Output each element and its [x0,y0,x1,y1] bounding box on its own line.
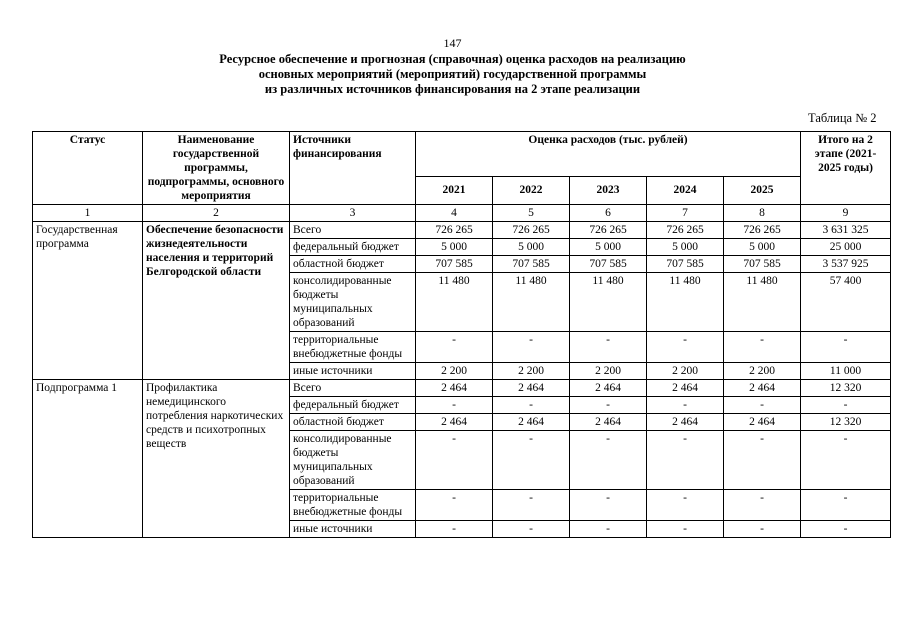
value-cell: 2 464 [493,414,570,431]
table-row [33,380,891,397]
total-cell: 3 631 325 [801,222,891,239]
value-cell: 5 000 [416,239,493,256]
value-cell: 726 265 [570,222,647,239]
value-cell: 2 464 [416,380,493,397]
value-cell: 726 265 [724,222,801,239]
total-cell: 57 400 [801,273,891,332]
column-number: 8 [724,205,801,222]
status-cell: Государственная программа [33,222,143,380]
value-cell: - [724,397,801,414]
value-cell: 11 480 [570,273,647,332]
value-cell: - [416,397,493,414]
value-cell: - [493,490,570,521]
value-cell: 2 464 [647,414,724,431]
column-number: 4 [416,205,493,222]
total-cell: - [801,431,891,490]
header-year: 2025 [724,176,801,204]
source-cell: иные источники [290,521,416,538]
total-cell: 12 320 [801,414,891,431]
header-year: 2023 [570,176,647,204]
program-name-cell: Обеспечение безопасности жизнедеятельности населения и территорий Белгородской области [143,222,290,380]
title-line-1: Ресурсное обеспечение и прогнозная (справочная) оценка расходов на реализацию [219,52,686,66]
value-cell: - [647,521,724,538]
total-cell: - [801,521,891,538]
value-cell: 707 585 [570,256,647,273]
header-estimate: Оценка расходов (тыс. рублей) [416,132,801,177]
value-cell: - [570,332,647,363]
value-cell: - [570,521,647,538]
value-cell: 707 585 [416,256,493,273]
total-cell: 3 537 925 [801,256,891,273]
total-cell: 12 320 [801,380,891,397]
title-line-3: из различных источников финансирования на 2 этапе реализации [264,82,641,96]
value-cell: 11 480 [416,273,493,332]
table-body [33,222,891,538]
source-cell: консолидированные бюджеты муниципальных образований [290,273,416,332]
value-cell: - [493,332,570,363]
header-year: 2024 [647,176,724,204]
value-cell: - [724,521,801,538]
column-numbers-row [33,205,891,222]
value-cell: - [416,431,493,490]
value-cell: - [724,490,801,521]
value-cell: - [647,490,724,521]
source-cell: Всего [290,380,416,397]
value-cell: 5 000 [647,239,724,256]
value-cell: 11 480 [493,273,570,332]
status-cell: Подпрограмма 1 [33,380,143,538]
value-cell: 5 000 [493,239,570,256]
value-cell: 11 480 [724,273,801,332]
value-cell: 2 464 [724,414,801,431]
value-cell: - [416,490,493,521]
value-cell: 2 464 [493,380,570,397]
value-cell: 2 200 [647,363,724,380]
value-cell: 11 480 [647,273,724,332]
table-header [33,132,891,222]
value-cell: - [647,332,724,363]
value-cell: 707 585 [647,256,724,273]
value-cell: - [493,521,570,538]
value-cell: 2 464 [724,380,801,397]
source-cell: федеральный бюджет [290,239,416,256]
value-cell: 2 200 [724,363,801,380]
source-cell: областной бюджет [290,256,416,273]
column-number: 3 [290,205,416,222]
value-cell: 2 464 [570,414,647,431]
document-title [0,52,905,97]
title-line-2: основных мероприятий (мероприятий) государственной программы [258,67,647,81]
value-cell: 2 464 [647,380,724,397]
value-cell: 2 200 [416,363,493,380]
column-number: 9 [801,205,891,222]
value-cell: - [570,397,647,414]
total-cell: 11 000 [801,363,891,380]
source-cell: федеральный бюджет [290,397,416,414]
source-cell: иные источники [290,363,416,380]
column-number: 6 [570,205,647,222]
header-status: Статус [33,132,143,205]
value-cell: - [570,490,647,521]
total-cell: - [801,490,891,521]
source-cell: областной бюджет [290,414,416,431]
header-total: Итого на 2 этапе (2021-2025 годы) [801,132,891,205]
total-cell: - [801,397,891,414]
source-cell: территориальные внебюджетные фонды [290,332,416,363]
value-cell: 726 265 [647,222,724,239]
value-cell: - [647,431,724,490]
value-cell: 5 000 [724,239,801,256]
header-year: 2022 [493,176,570,204]
value-cell: - [724,332,801,363]
value-cell: 2 200 [493,363,570,380]
column-number: 1 [33,205,143,222]
value-cell: 707 585 [493,256,570,273]
source-cell: Всего [290,222,416,239]
value-cell: 2 464 [416,414,493,431]
value-cell: 726 265 [416,222,493,239]
program-name-cell: Профилактика немедицинского потребления наркотических средств и психотропных веществ [143,380,290,538]
header-sources: Источники финансирования [290,132,416,205]
value-cell: - [493,431,570,490]
total-cell: 25 000 [801,239,891,256]
value-cell: - [724,431,801,490]
value-cell: - [647,397,724,414]
budget-table [32,131,891,538]
source-cell: консолидированные бюджеты муниципальных образований [290,431,416,490]
value-cell: - [416,521,493,538]
total-cell: - [801,332,891,363]
value-cell: 2 200 [570,363,647,380]
column-number: 5 [493,205,570,222]
header-name: Наименование государственной программы, подпрограммы, основного мероприятия [143,132,290,205]
page-number: 147 [443,36,462,50]
value-cell: 707 585 [724,256,801,273]
table-label: Таблица № 2 [808,111,877,125]
column-number: 7 [647,205,724,222]
column-number: 2 [143,205,290,222]
value-cell: 2 464 [570,380,647,397]
value-cell: 726 265 [493,222,570,239]
header-year: 2021 [416,176,493,204]
value-cell: - [416,332,493,363]
value-cell: - [570,431,647,490]
value-cell: 5 000 [570,239,647,256]
source-cell: территориальные внебюджетные фонды [290,490,416,521]
table-row [33,222,891,239]
value-cell: - [493,397,570,414]
